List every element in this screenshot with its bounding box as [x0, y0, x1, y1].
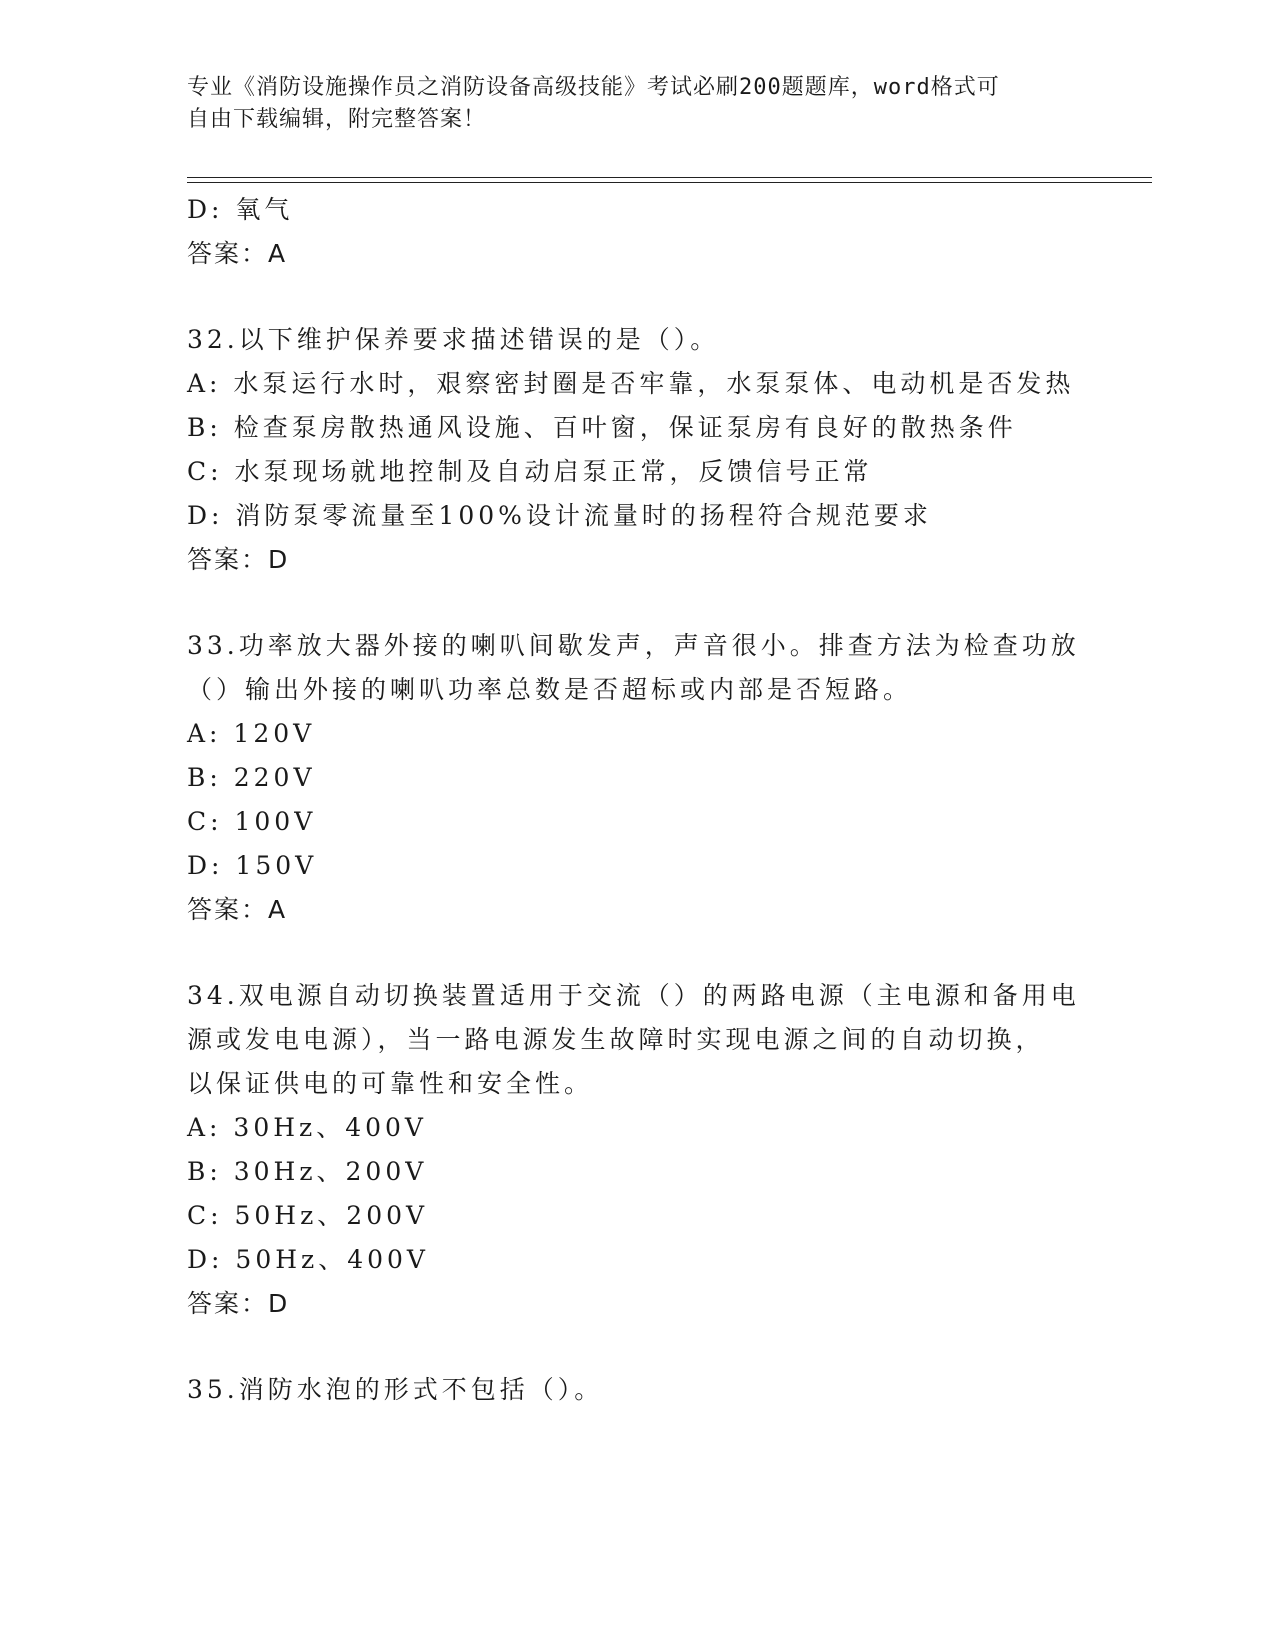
option-line: D: 150V — [187, 851, 318, 880]
option-line: A: 120V — [187, 719, 316, 748]
option-line: C: 100V — [187, 807, 317, 836]
question-line: 33.功率放大器外接的喇叭间歇发声，声音很小。排查方法为检查功放 — [187, 631, 1080, 660]
document-header — [187, 72, 1067, 136]
option-line: A: 30Hz、400V — [187, 1113, 427, 1142]
option-line: A: 水泵运行水时，艰察密封圈是否牢靠，水泵泵体、电动机是否发热 — [187, 369, 1075, 398]
question-line: 源或发电电源），当一路电源发生故障时实现电源之间的自动切换， — [187, 1025, 1045, 1054]
question-line: 32.以下维护保养要求描述错误的是（）。 — [187, 325, 720, 354]
question-line: （）输出外接的喇叭功率总数是否超标或内部是否短路。 — [187, 675, 913, 704]
option-line: B: 检查泵房散热通风设施、百叶窗，保证泵房有良好的散热条件 — [187, 413, 1017, 442]
header-line-2: 自由下载编辑，附完整答案！ — [187, 107, 487, 132]
option-line: D: 50Hz、400V — [187, 1245, 429, 1274]
option-line: B: 30Hz、200V — [187, 1157, 428, 1186]
answer-line: 答案：D — [187, 1289, 290, 1318]
header-divider-top — [187, 177, 1152, 178]
option-line: C: 50Hz、200V — [187, 1201, 429, 1230]
answer-line: 答案：A — [187, 895, 288, 924]
answer-line: 答案：A — [187, 239, 288, 268]
option-line: B: 220V — [187, 763, 316, 792]
header-divider-bottom — [187, 182, 1152, 183]
question-line: 34.双电源自动切换装置适用于交流（）的两路电源（主电源和备用电 — [187, 981, 1080, 1010]
answer-line: 答案：D — [187, 545, 290, 574]
option-line: D: 氧气 — [187, 195, 294, 224]
option-line: C: 水泵现场就地控制及自动启泵正常，反馈信号正常 — [187, 457, 873, 486]
option-line: D: 消防泵零流量至100%设计流量时的扬程符合规范要求 — [187, 501, 932, 530]
header-line-1: 专业《消防设施操作员之消防设备高级技能》考试必刷200题题库，word格式可 — [187, 75, 1000, 100]
question-line: 以保证供电的可靠性和安全性。 — [187, 1069, 594, 1098]
question-line: 35.消防水泡的形式不包括（）。 — [187, 1375, 604, 1404]
